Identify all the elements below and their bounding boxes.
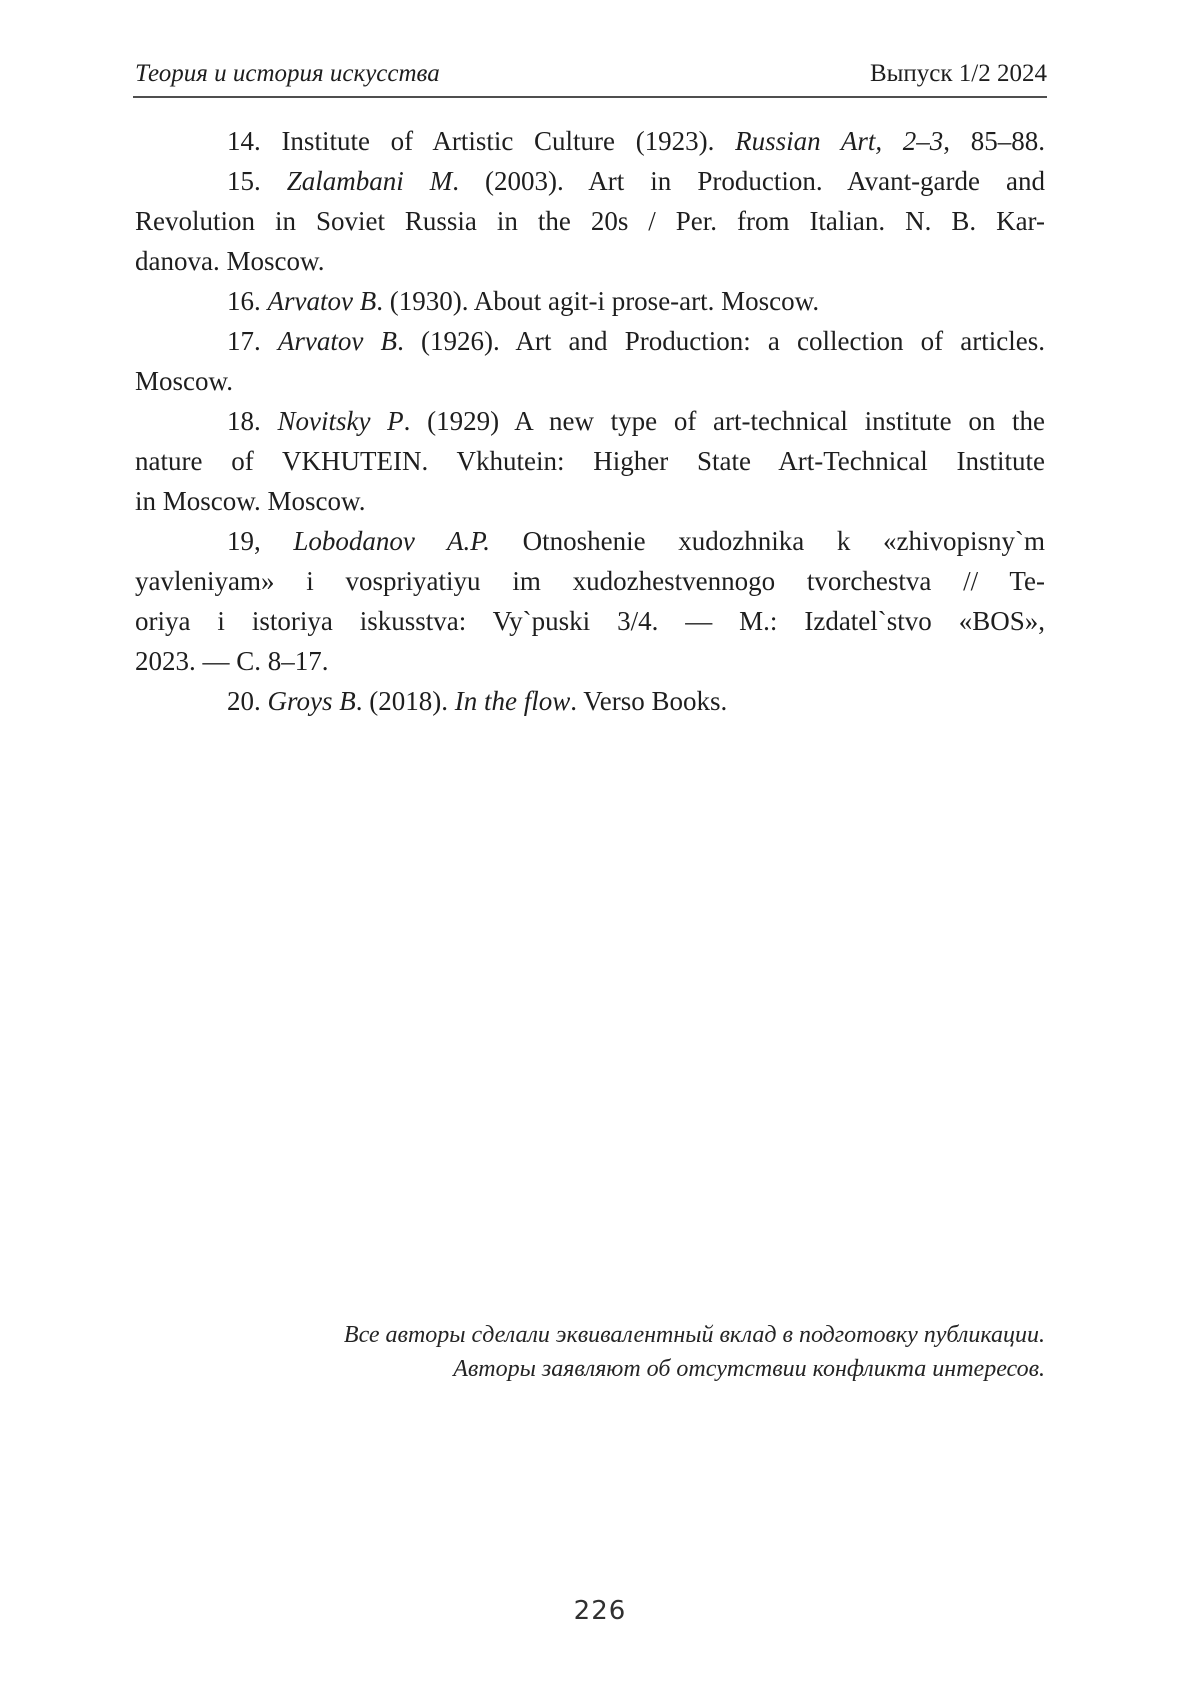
reference-line — [135, 201, 1045, 241]
reference-italic-segment: Novitsky P — [277, 406, 404, 436]
issue-label: Выпуск 1/2 2024 — [869, 60, 1047, 87]
header-rule — [133, 96, 1047, 98]
reference-line — [135, 561, 1045, 601]
reference-line — [135, 401, 1045, 441]
reference-italic-segment: Groys B — [267, 686, 356, 716]
reference-text-segment: , 85–88. — [943, 126, 1045, 156]
page-header — [135, 54, 1047, 90]
reference-text-segment: 17. — [227, 326, 278, 356]
reference-text-segment: Otnoshenie xudozhnika k «zhivopisny`m — [490, 526, 1046, 556]
reference-italic-segment: Arvatov B — [267, 286, 377, 316]
reference-line — [135, 441, 1045, 481]
contribution-note — [185, 1318, 1045, 1386]
reference-text-segment: . Verso Books. — [570, 686, 728, 716]
reference-italic-segment: Russian Art, 2–3 — [735, 126, 944, 156]
reference-text-segment: yavleniyam» i vospriyatiyu im xudozhestvennogo tvorchestva // Te- — [135, 566, 1045, 596]
reference-line — [135, 321, 1045, 361]
running-title: Теория и история искусства — [135, 60, 440, 87]
reference-line — [135, 521, 1045, 561]
reference-text-segment: 20. — [227, 686, 268, 716]
reference-italic-segment: In the flow — [454, 686, 571, 716]
reference-text-segment: oriya i istoriya iskusstva: Vy`puski 3/4. — M.: Izdatel`stvo «BOS», — [135, 606, 1045, 636]
reference-line — [135, 681, 1045, 721]
conflict-of-interest-line: Авторы заявляют об отсутствии конфликта интересов. — [453, 1356, 1045, 1382]
reference-text-segment: Revolution in Soviet Russia in the 20s / Per. from Italian. N. B. Kar- — [135, 206, 1045, 236]
reference-text-segment: 15. — [227, 166, 287, 196]
reference-text-segment: 16. — [227, 286, 268, 316]
reference-text-segment: in Moscow. Moscow. — [135, 486, 366, 516]
reference-text-segment: . (2018). — [355, 686, 455, 716]
reference-text-segment: 2023. — C. 8–17. — [135, 646, 329, 676]
reference-text-segment: . (1930). About agit-i prose-art. Moscow. — [376, 286, 820, 316]
reference-line — [135, 601, 1045, 641]
reference-line — [135, 481, 1045, 521]
references-list — [135, 121, 1045, 721]
reference-text-segment: . (2003). Art in Production. Avant-garde and — [452, 166, 1046, 196]
page-number: 226 — [573, 1596, 627, 1626]
reference-italic-segment: Lobodanov A.P. — [293, 526, 491, 556]
reference-line — [135, 361, 1045, 401]
reference-line — [135, 121, 1045, 161]
reference-line — [135, 161, 1045, 201]
reference-italic-segment: Zalambani M — [286, 166, 453, 196]
reference-text-segment: danova. Moscow. — [135, 246, 325, 276]
reference-text-segment: nature of VKHUTEIN. Vkhutein: Higher State Art-Technical Institute — [135, 446, 1045, 476]
reference-italic-segment: Arvatov B — [277, 326, 398, 356]
contribution-line: Все авторы сделали эквивалентный вклад в подготовку публикации. — [343, 1322, 1045, 1348]
reference-text-segment: . (1926). Art and Production: a collection of articles. — [397, 326, 1046, 356]
reference-text-segment: 19, — [227, 526, 294, 556]
reference-line — [135, 241, 1045, 281]
reference-text-segment: 14. Institute of Artistic Culture (1923). — [227, 126, 736, 156]
reference-text-segment: 18. — [227, 406, 278, 436]
reference-line — [135, 281, 1045, 321]
reference-text-segment: . (1929) A new type of art-technical institute on the — [403, 406, 1046, 436]
reference-text-segment: Moscow. — [135, 366, 233, 396]
reference-line — [135, 641, 1045, 681]
